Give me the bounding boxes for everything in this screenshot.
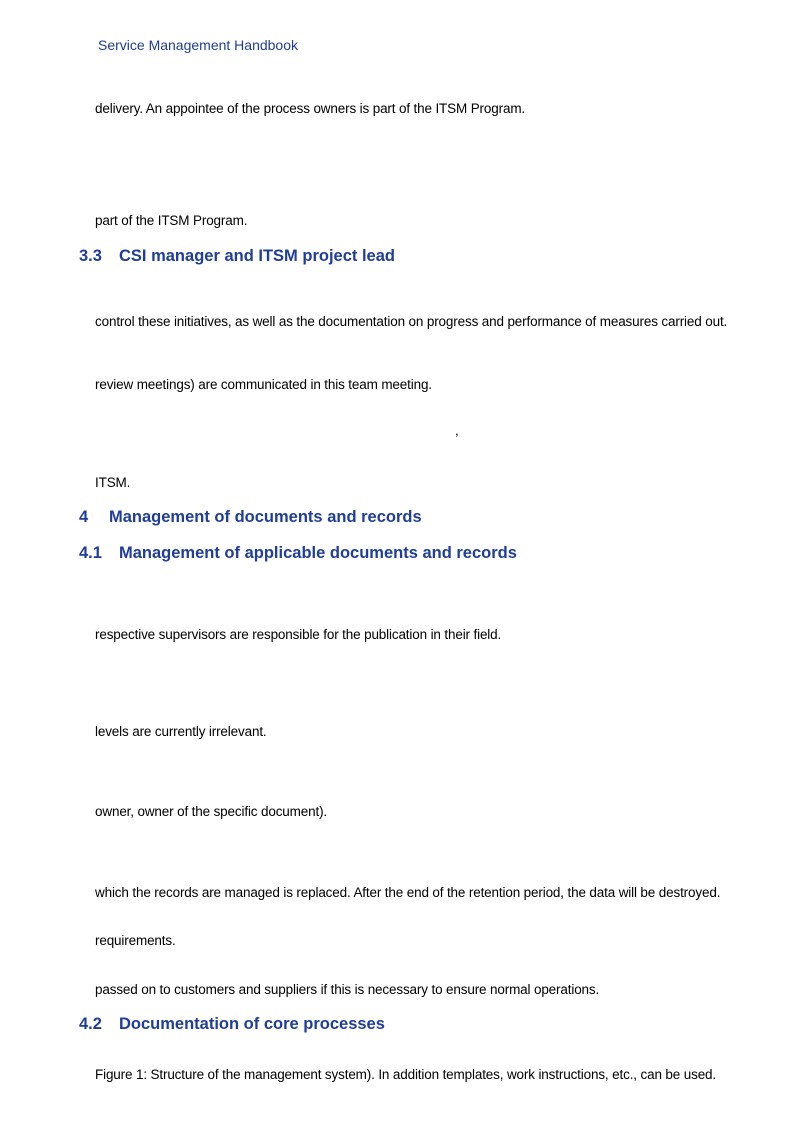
stray-comma: ,: [455, 423, 459, 438]
section-number: 4.2: [79, 1015, 102, 1033]
paragraph-line: levels are currently irrelevant.: [95, 724, 267, 739]
section-title: CSI manager and ITSM project lead: [119, 247, 395, 265]
paragraph-line: control these initiatives, as well as the documentation on progress and performance of measures carried out.: [95, 314, 728, 329]
paragraph-line: respective supervisors are responsible for the publication in their field.: [95, 627, 502, 642]
section-number: 4.1: [79, 544, 102, 562]
section-heading-3-3: [79, 247, 499, 269]
paragraph-line: owner, owner of the specific document).: [95, 804, 328, 819]
section-heading-4-2: [79, 1015, 499, 1037]
section-number: 3.3: [79, 247, 102, 265]
page-header-title: Service Management Handbook: [98, 37, 299, 53]
section-title: Management of applicable documents and records: [119, 544, 517, 562]
paragraph-line: review meetings) are communicated in this team meeting.: [95, 377, 432, 392]
section-title: Documentation of core processes: [119, 1015, 385, 1033]
paragraph-line: which the records are managed is replaced. After the end of the retention period, the data will be destroyed.: [95, 885, 721, 900]
section-title: Management of documents and records: [109, 508, 422, 526]
section-heading-4-1: [79, 544, 559, 566]
paragraph-line: ITSM.: [95, 475, 131, 490]
paragraph-line: requirements.: [95, 933, 176, 948]
section-number: 4: [79, 508, 89, 526]
section-heading-4: [79, 508, 499, 530]
paragraph-line: delivery. An appointee of the process owners is part of the ITSM Program.: [95, 101, 526, 116]
paragraph-line: Figure 1: Structure of the management system). In addition templates, work instructions, etc., can be used.: [95, 1067, 717, 1082]
paragraph-line: passed on to customers and suppliers if this is necessary to ensure normal operations.: [95, 982, 600, 997]
paragraph-line: part of the ITSM Program.: [95, 213, 248, 228]
